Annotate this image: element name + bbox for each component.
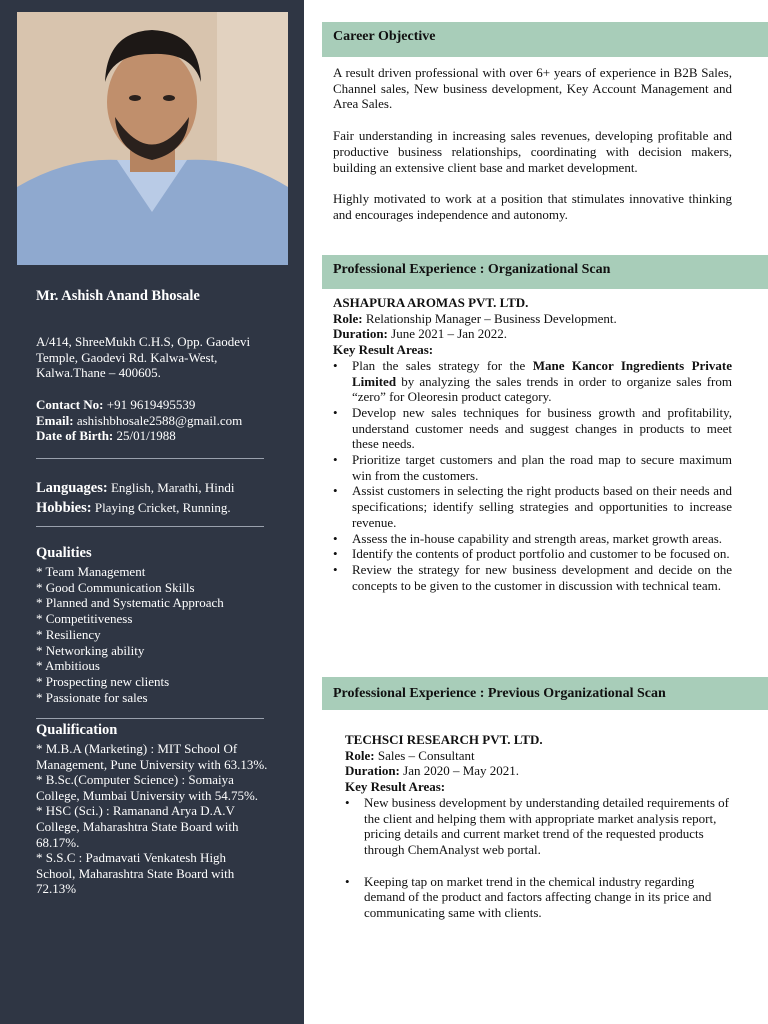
previous-experience-banner: Professional Experience : Previous Organizational Scan (322, 677, 768, 710)
duration-line (333, 326, 732, 342)
quality-item: * Networking ability (36, 642, 145, 658)
kra-item: • Review the strategy for new business development and decide on the concepts to be given to the customer in discussion with technical team. (333, 562, 732, 593)
quality-item: * Competitiveness (36, 611, 133, 627)
kra-item: • Assist customers in selecting the right products based on their needs and specifications; identify selling strategies and opportunities to increase revenue. (333, 483, 732, 530)
kra-label: Key Result Areas: (345, 779, 446, 795)
divider (36, 718, 264, 719)
divider (36, 526, 264, 527)
qualities-title: Qualities (36, 545, 92, 561)
quality-item: * Planned and Systematic Approach (36, 595, 224, 611)
candidate-name: Mr. Ashish Anand Bhosale (36, 288, 200, 304)
qualification-list (36, 741, 268, 897)
contact-block (36, 397, 268, 444)
email-value: ashishbhosale2588@gmail.com (73, 412, 243, 428)
dob-label: Date of Birth: (36, 428, 114, 444)
quality-item: * Ambitious (36, 658, 100, 674)
kra-list (345, 795, 730, 921)
client-name: Mane Kancor Ingredients Private Limited (352, 357, 732, 389)
kra-text: by analyzing the sales trends in order to organize sales from “zero” for Oleoresin product category. (352, 373, 732, 405)
role-line (333, 311, 732, 327)
quality-item: * Passionate for sales (36, 689, 148, 705)
career-objective-text (333, 65, 732, 239)
sidebar (0, 0, 304, 1024)
qualities-list (36, 564, 268, 705)
objective-paragraph: Fair understanding in increasing sales revenues, developing profitable and productive business relationships, coordinating with decision makers, building an extensive client base and market development. (333, 128, 732, 175)
kra-item: • Develop new sales techniques for business growth and profitability, understand customer needs and suggest changes in products to meet these needs. (333, 405, 732, 452)
quality-item: * Good Communication Skills (36, 579, 195, 595)
quality-item: * Prospecting new clients (36, 673, 170, 689)
qualification-title: Qualification (36, 722, 118, 738)
email-label: Email: (36, 412, 74, 428)
contact-line (36, 397, 268, 413)
dob-value: 25/01/1988 (113, 428, 176, 444)
duration-label: Duration: (333, 326, 388, 342)
hobbies-line (36, 498, 268, 518)
kra-label: Key Result Areas: (333, 342, 434, 358)
email-line (36, 413, 268, 429)
kra-item: • Assess the in-house capability and strength areas, market growth areas. (333, 531, 732, 547)
kra-item (333, 358, 732, 405)
languages-label: Languages: (36, 480, 108, 496)
hobbies-value: Playing Cricket, Running. (91, 500, 231, 515)
role-line (345, 748, 730, 764)
role-value: Sales – Consultant (374, 747, 475, 763)
divider (36, 458, 264, 459)
role-value: Relationship Manager – Business Development. (362, 310, 617, 326)
experience-banner: Professional Experience : Organizational Scan (322, 255, 768, 289)
address: A/414, ShreeMukh C.H.S, Opp. Gaodevi Temple, Gaodevi Rd. Kalwa-West, Kalwa.Thane – 400605. (36, 334, 251, 381)
kra-text: Plan the sales strategy for the (352, 357, 533, 373)
qualification-item: * B.Sc.(Computer Science) : Somaiya College, Mumbai University with 54.75%. (36, 772, 259, 803)
quality-item: * Team Management (36, 564, 146, 579)
quality-item: * Resiliency (36, 626, 101, 642)
kra-item: • Prioritize target customers and plan the road map to secure maximum win from the customers. (333, 452, 732, 483)
company-name: ASHAPURA AROMAS PVT. LTD. (333, 295, 529, 310)
role-label: Role: (345, 747, 375, 763)
contact-label: Contact No: (36, 397, 104, 412)
qualification-item: * S.S.C : Padmavati Venkatesh High School, Maharashtra State Board with 72.13% (36, 850, 235, 897)
contact-value: +91 9619495539 (103, 397, 196, 412)
duration-value: Jan 2020 – May 2021. (399, 763, 520, 779)
duration-label: Duration: (345, 763, 400, 779)
kra-list (333, 358, 732, 594)
profile-photo (17, 12, 288, 265)
duration-line (345, 763, 730, 779)
role-label: Role: (333, 310, 363, 326)
languages-value: English, Marathi, Hindi (107, 480, 235, 495)
kra-item: • Keeping tap on market trend in the chemical industry regarding demand of the product and factors affecting change in its price and communicating same with clients. (345, 874, 730, 921)
hobbies-label: Hobbies: (36, 500, 92, 516)
qualification-item: * M.B.A (Marketing) : MIT School Of Management, Pune University with 63.13%. (36, 741, 268, 772)
dob-line (36, 428, 268, 444)
qualification-item: * HSC (Sci.) : Ramanand Arya D.A.V College, Maharashtra State Board with 68.17%. (36, 803, 239, 850)
experience-current (333, 295, 732, 593)
spacer (345, 858, 730, 874)
languages-hobbies (36, 478, 268, 518)
experience-previous (345, 732, 730, 921)
languages-line (36, 478, 268, 498)
objective-paragraph: A result driven professional with over 6+ years of experience in B2B Sales, Channel sales, New business development, Key Account Management and Area Sales. (333, 65, 732, 112)
duration-value: June 2021 – Jan 2022. (387, 326, 508, 342)
objective-paragraph: Highly motivated to work at a position that stimulates innovative thinking and encourages independence and autonomy. (333, 191, 732, 222)
career-objective-banner: Career Objective (322, 22, 768, 57)
kra-item: • New business development by understanding detailed requirements of the client and helping them with appropriate market analysis report, pricing details and current market trend of the requested products through ChemAnalyst web portal. (345, 795, 730, 858)
company-name: TECHSCI RESEARCH PVT. LTD. (345, 732, 543, 747)
kra-item: • Identify the contents of product portfolio and customer to be focused on. (333, 546, 732, 562)
